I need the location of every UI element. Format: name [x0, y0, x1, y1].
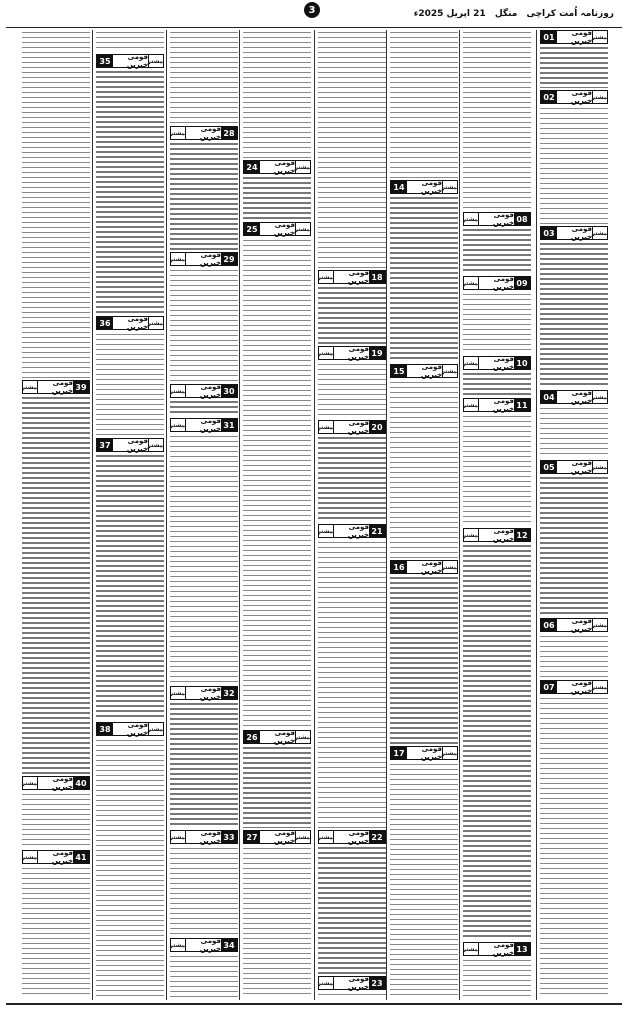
news-item-header — [540, 618, 608, 632]
article-text-block — [540, 406, 608, 458]
news-item-header — [318, 976, 386, 990]
section-label: قومی خبریں — [492, 527, 514, 543]
news-item-number: 07 — [541, 681, 557, 693]
section-label: قومی خبریں — [347, 523, 369, 539]
section-label: قومی خبریں — [51, 379, 73, 395]
news-item-number: 08 — [514, 213, 530, 225]
article-text-block — [390, 762, 458, 998]
section-label: قومی خبریں — [126, 437, 148, 453]
news-item-tag: بیشتر — [23, 777, 38, 789]
section-label: قومی خبریں — [420, 745, 442, 761]
section-label: قومی خبریں — [126, 53, 148, 69]
article-text-block — [96, 30, 164, 52]
section-label: قومی خبریں — [492, 211, 514, 227]
article-text-block — [463, 414, 531, 526]
article-text-block — [463, 228, 531, 274]
article-text-block — [540, 634, 608, 678]
news-item-header — [318, 346, 386, 360]
news-item-tag: بیشتر — [148, 723, 163, 735]
news-item-number: 11 — [514, 399, 530, 411]
news-item-tag: بیشتر — [295, 731, 310, 743]
article-text-block — [390, 576, 458, 744]
article-text-block — [540, 242, 608, 388]
news-item-header — [170, 938, 238, 952]
news-item-header — [243, 160, 311, 174]
news-item-header — [463, 398, 531, 412]
news-item-header — [463, 212, 531, 226]
news-item-number: 35 — [97, 55, 113, 67]
news-item-number: 23 — [369, 977, 385, 989]
top-rule — [6, 27, 622, 28]
article-text-block — [170, 434, 238, 684]
article-text-block — [170, 30, 238, 124]
news-item-tag: بیشتر — [319, 421, 334, 433]
news-item-tag: بیشتر — [148, 317, 163, 329]
masthead — [408, 9, 614, 19]
news-item-number: 14 — [391, 181, 407, 193]
news-item-number: 39 — [73, 381, 89, 393]
news-item-tag: بیشتر — [295, 223, 310, 235]
news-item-number: 15 — [391, 365, 407, 377]
news-item-header — [243, 222, 311, 236]
news-item-number: 09 — [514, 277, 530, 289]
news-item-number: 33 — [221, 831, 237, 843]
news-item-header — [390, 560, 458, 574]
section-label: قومی خبریں — [492, 397, 514, 413]
article-text-block — [463, 372, 531, 396]
section-label: قومی خبریں — [199, 383, 221, 399]
news-item-tag: بیشتر — [442, 181, 457, 193]
column-separator — [166, 30, 167, 1000]
news-item-header — [540, 390, 608, 404]
news-item-header — [390, 364, 458, 378]
section-label: قومی خبریں — [273, 221, 295, 237]
news-item-tag: بیشتر — [464, 529, 479, 541]
news-item-number: 27 — [244, 831, 260, 843]
news-item-number: 17 — [391, 747, 407, 759]
news-item-number: 22 — [369, 831, 385, 843]
column-separator — [536, 30, 537, 1000]
news-column — [463, 30, 531, 1000]
news-item-number: 01 — [541, 31, 557, 43]
column-separator — [459, 30, 460, 1000]
news-item-tag: بیشتر — [319, 525, 334, 537]
section-label: قومی خبریں — [273, 729, 295, 745]
news-item-number: 21 — [369, 525, 385, 537]
news-item-tag: بیشتر — [171, 939, 186, 951]
news-item-tag: بیشتر — [319, 977, 334, 989]
news-item-header — [318, 830, 386, 844]
news-item-header — [318, 420, 386, 434]
news-item-header — [463, 276, 531, 290]
news-item-tag: بیشتر — [319, 271, 334, 283]
news-item-tag: بیشتر — [171, 687, 186, 699]
article-text-block — [22, 792, 90, 848]
news-item-number: 13 — [514, 943, 530, 955]
news-item-tag: بیشتر — [171, 419, 186, 431]
masthead-date: 21 اپریل 2025ء — [413, 9, 486, 19]
section-label: قومی خبریں — [420, 179, 442, 195]
article-text-block — [540, 476, 608, 616]
section-label: قومی خبریں — [347, 829, 369, 845]
news-item-header — [463, 942, 531, 956]
news-item-tag: بیشتر — [171, 253, 186, 265]
article-text-block — [540, 106, 608, 224]
news-item-number: 31 — [221, 419, 237, 431]
news-item-header — [22, 776, 90, 790]
news-item-number: 29 — [221, 253, 237, 265]
section-label: قومی خبریں — [199, 937, 221, 953]
news-item-number: 10 — [514, 357, 530, 369]
news-item-tag: بیشتر — [319, 831, 334, 843]
news-item-header — [390, 180, 458, 194]
news-item-header — [96, 722, 164, 736]
news-item-tag: بیشتر — [171, 831, 186, 843]
article-text-block — [243, 30, 311, 158]
section-label: قومی خبریں — [126, 721, 148, 737]
news-item-header — [22, 380, 90, 394]
news-item-tag: بیشتر — [295, 831, 310, 843]
news-item-tag: بیشتر — [592, 31, 607, 43]
news-item-header — [463, 356, 531, 370]
article-text-block — [170, 954, 238, 998]
section-label: قومی خبریں — [199, 251, 221, 267]
news-item-header — [540, 460, 608, 474]
news-item-number: 12 — [514, 529, 530, 541]
column-separator — [386, 30, 387, 1000]
section-label: قومی خبریں — [199, 685, 221, 701]
news-item-header — [170, 686, 238, 700]
article-text-block — [463, 958, 531, 998]
news-item-header — [170, 384, 238, 398]
news-item-tag: بیشتر — [464, 943, 479, 955]
article-text-block — [390, 196, 458, 362]
news-item-tag: بیشتر — [442, 747, 457, 759]
article-text-block — [22, 396, 90, 774]
section-label: قومی خبریں — [273, 829, 295, 845]
article-text-block — [22, 30, 90, 378]
article-text-block — [390, 30, 458, 178]
news-item-tag: بیشتر — [23, 381, 38, 393]
article-text-block — [318, 436, 386, 522]
news-item-header — [96, 54, 164, 68]
section-label: قومی خبریں — [492, 941, 514, 957]
article-text-block — [170, 142, 238, 250]
section-label: قومی خبریں — [570, 30, 592, 45]
news-item-number: 28 — [221, 127, 237, 139]
section-label: قومی خبریں — [51, 849, 73, 865]
article-text-block — [96, 332, 164, 436]
news-item-header — [170, 126, 238, 140]
section-label: قومی خبریں — [492, 275, 514, 291]
news-item-tag: بیشتر — [148, 439, 163, 451]
article-text-block — [170, 400, 238, 416]
article-text-block — [170, 846, 238, 936]
bottom-rule — [6, 1003, 622, 1005]
section-label: قومی خبریں — [347, 419, 369, 435]
news-item-number: 03 — [541, 227, 557, 239]
news-item-tag: بیشتر — [23, 851, 38, 863]
news-item-header — [243, 830, 311, 844]
section-label: قومی خبریں — [273, 159, 295, 175]
news-item-number: 40 — [73, 777, 89, 789]
article-text-block — [318, 846, 386, 974]
news-item-tag: بیشتر — [319, 347, 334, 359]
section-label: قومی خبریں — [199, 417, 221, 433]
section-label: قومی خبریں — [570, 389, 592, 405]
section-label: قومی خبریں — [420, 363, 442, 379]
article-text-block — [463, 544, 531, 940]
news-item-number: 32 — [221, 687, 237, 699]
masthead-newspaper: روزنامہ اُمت کراچی — [526, 9, 614, 19]
news-item-tag: بیشتر — [592, 461, 607, 473]
article-text-block — [170, 268, 238, 382]
news-item-header — [540, 680, 608, 694]
news-column — [540, 30, 608, 1000]
news-item-header — [96, 438, 164, 452]
news-item-number: 19 — [369, 347, 385, 359]
news-item-number: 02 — [541, 91, 557, 103]
article-text-block — [22, 866, 90, 998]
masthead-weekday: منگل — [494, 9, 518, 19]
news-item-header — [463, 528, 531, 542]
article-text-block — [243, 238, 311, 728]
article-text-block — [243, 176, 311, 220]
news-item-number: 30 — [221, 385, 237, 397]
news-item-tag: بیشتر — [592, 227, 607, 239]
news-item-number: 25 — [244, 223, 260, 235]
news-item-header — [243, 730, 311, 744]
news-column — [96, 30, 164, 1000]
section-label: قومی خبریں — [570, 89, 592, 105]
news-item-tag: بیشتر — [442, 365, 457, 377]
news-item-number: 37 — [97, 439, 113, 451]
article-text-block — [463, 292, 531, 354]
news-item-number: 20 — [369, 421, 385, 433]
news-item-tag: بیشتر — [592, 681, 607, 693]
news-item-tag: بیشتر — [171, 127, 186, 139]
article-text-block — [318, 992, 386, 998]
news-column — [318, 30, 386, 1000]
news-item-number: 04 — [541, 391, 557, 403]
article-text-block — [318, 540, 386, 828]
article-text-block — [96, 738, 164, 998]
section-label: قومی خبریں — [126, 315, 148, 331]
article-text-block — [170, 702, 238, 828]
news-item-tag: بیشتر — [171, 385, 186, 397]
column-separator — [239, 30, 240, 1000]
news-item-number: 34 — [221, 939, 237, 951]
news-item-number: 41 — [73, 851, 89, 863]
section-label: قومی خبریں — [199, 829, 221, 845]
news-item-number: 18 — [369, 271, 385, 283]
news-item-tag: بیشتر — [464, 399, 479, 411]
article-text-block — [243, 846, 311, 998]
news-item-header — [318, 524, 386, 538]
news-column — [22, 30, 90, 1000]
news-item-tag: بیشتر — [442, 561, 457, 573]
section-label: قومی خبریں — [570, 617, 592, 633]
news-item-tag: بیشتر — [592, 391, 607, 403]
news-item-header — [96, 316, 164, 330]
section-label: قومی خبریں — [570, 679, 592, 695]
article-text-block — [318, 286, 386, 344]
section-label: قومی خبریں — [51, 775, 73, 791]
news-item-header — [22, 850, 90, 864]
section-label: قومی خبریں — [420, 559, 442, 575]
article-text-block — [318, 30, 386, 268]
news-item-header — [540, 226, 608, 240]
section-label: قومی خبریں — [570, 459, 592, 475]
article-text-block — [390, 380, 458, 558]
section-label: قومی خبریں — [347, 269, 369, 285]
news-item-number: 38 — [97, 723, 113, 735]
news-item-number: 26 — [244, 731, 260, 743]
news-item-header — [170, 830, 238, 844]
news-column — [243, 30, 311, 1000]
news-item-number: 06 — [541, 619, 557, 631]
news-column — [170, 30, 238, 1000]
news-item-number: 05 — [541, 461, 557, 473]
page-number-badge: 3 — [304, 2, 320, 18]
news-item-header — [170, 418, 238, 432]
section-label: قومی خبریں — [347, 975, 369, 991]
news-item-tag: بیشتر — [464, 277, 479, 289]
news-item-tag: بیشتر — [464, 357, 479, 369]
article-text-block — [96, 454, 164, 720]
news-item-header — [170, 252, 238, 266]
news-item-header — [540, 30, 608, 44]
article-text-block — [540, 46, 608, 88]
article-text-block — [318, 362, 386, 418]
news-item-tag: بیشتر — [592, 619, 607, 631]
section-label: قومی خبریں — [199, 125, 221, 141]
news-item-header — [318, 270, 386, 284]
news-item-tag: بیشتر — [148, 55, 163, 67]
column-separator — [92, 30, 93, 1000]
news-item-number: 24 — [244, 161, 260, 173]
section-label: قومی خبریں — [492, 355, 514, 371]
article-text-block — [96, 70, 164, 314]
news-item-header — [390, 746, 458, 760]
article-text-block — [540, 696, 608, 998]
column-separator — [314, 30, 315, 1000]
section-label: قومی خبریں — [570, 225, 592, 241]
news-item-tag: بیشتر — [295, 161, 310, 173]
section-label: قومی خبریں — [347, 345, 369, 361]
news-item-tag: بیشتر — [592, 91, 607, 103]
news-item-number: 36 — [97, 317, 113, 329]
article-text-block — [243, 746, 311, 828]
news-column — [390, 30, 458, 1000]
news-item-tag: بیشتر — [464, 213, 479, 225]
news-item-number: 16 — [391, 561, 407, 573]
article-text-block — [463, 30, 531, 210]
news-item-header — [540, 90, 608, 104]
